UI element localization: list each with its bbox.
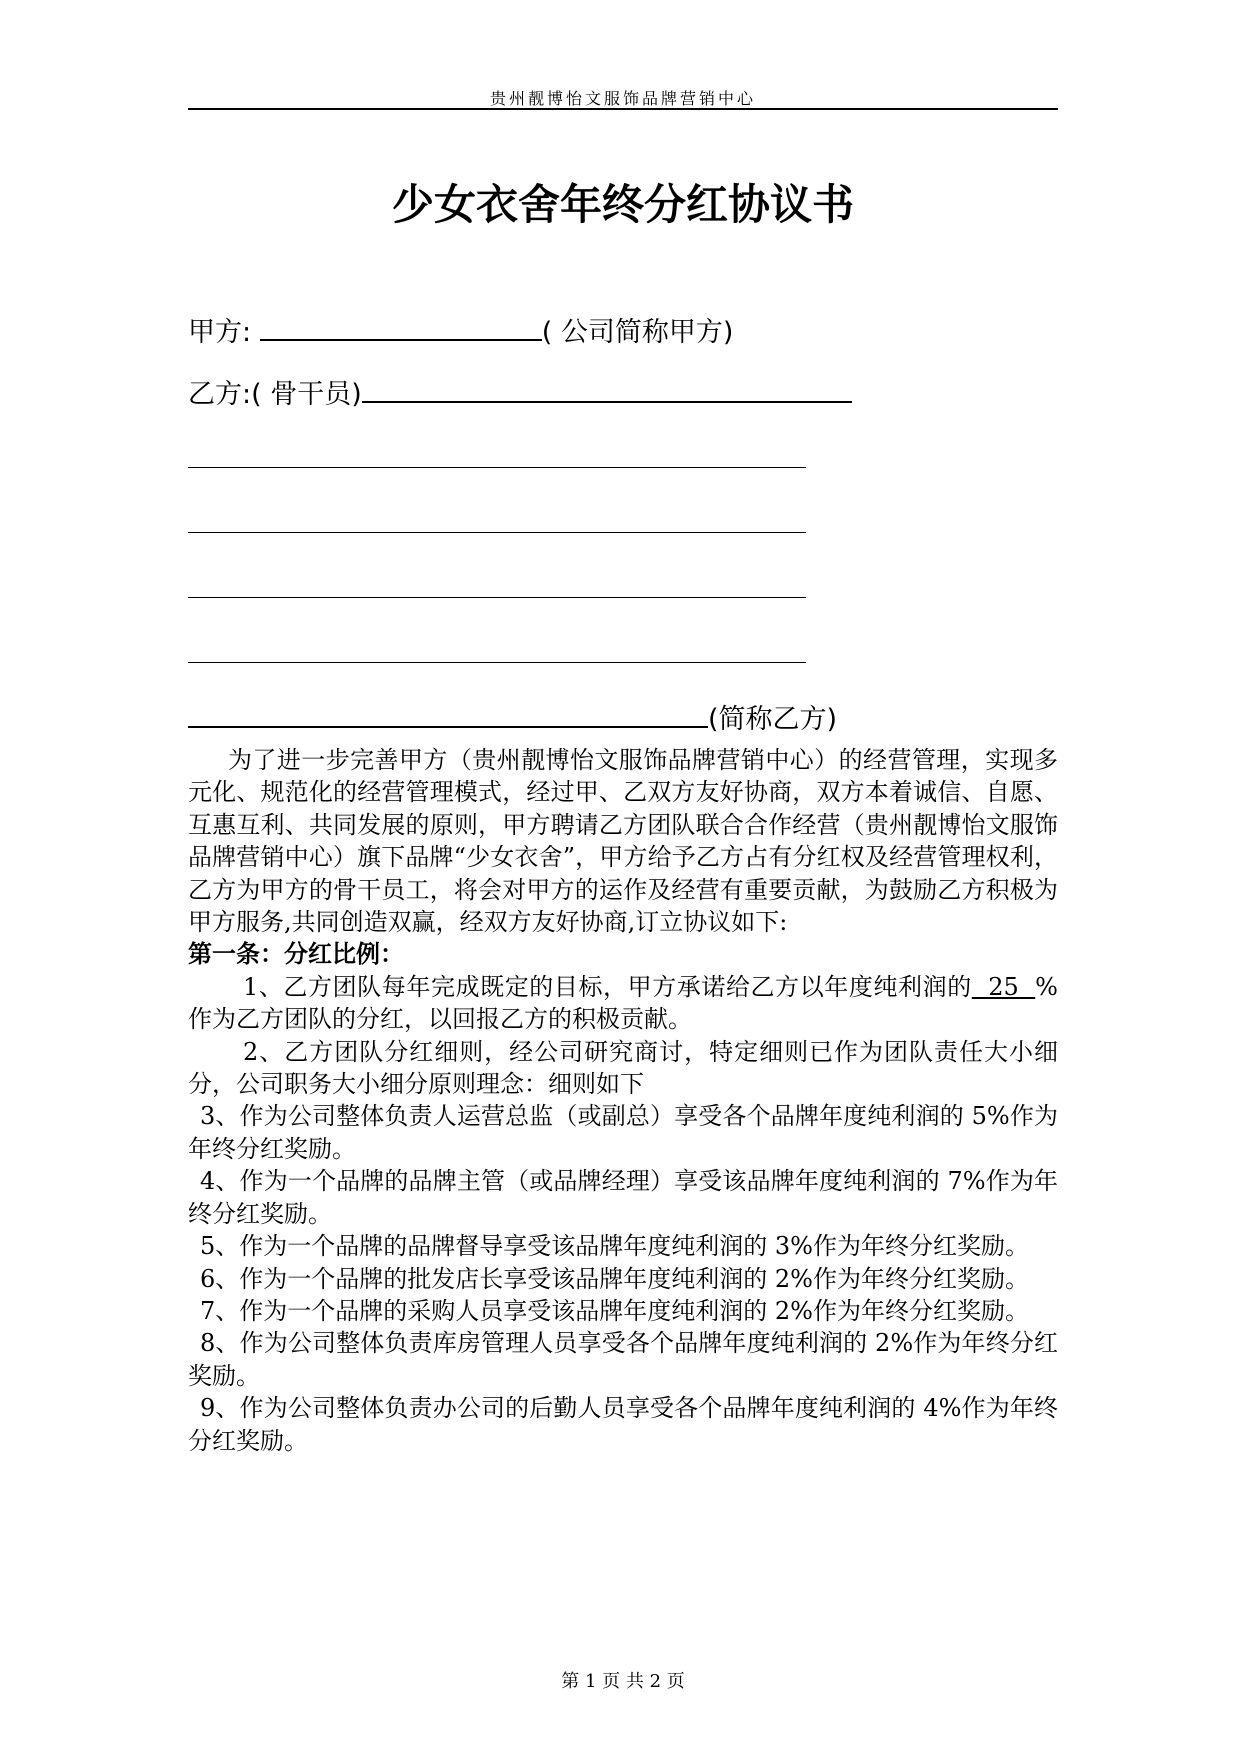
clause-9: 9、作为公司整体负责办公司的后勤人员享受各个品牌年度纯利润的 4%作为年终分红奖励。 (188, 1394, 1058, 1455)
clause-6: 6、作为一个品牌的批发店长享受该品牌年度纯利润的 2%作为年终分红奖励。 (200, 1264, 1029, 1293)
party-a-suffix: ( 公司简称甲方) (541, 317, 734, 348)
party-a-line (188, 310, 733, 349)
intro-paragraph: 为了进一步完善甲方（贵州靓博怡文服饰品牌营销中心）的经营管理，实现多元化、规范化的经营管理模式，经过甲、乙双方友好协商，双方本着诚信、自愿、互惠互利、共同发展的原则，甲方聘请乙方团队联合合作经营（贵州靓博怡文服饰品牌营销中心）旗下品牌“少女衣舍”，甲方给予乙方占有分红权及经营管理权利，乙方为甲方的骨干员工，将会对甲方的运作及经营有重要贡献，为鼓励乙方积极为甲方服务,共同创造双赢，经双方友好协商,订立协议如下: (188, 746, 1058, 937)
clause-2: 2、乙方团队分红细则，经公司研究商讨，特定细则已作为团队责任大小细分，公司职务大小细分原则理念：细则如下 (188, 1037, 1058, 1099)
party-a-blank (260, 313, 542, 341)
article-heading: 第一条：分红比例： (188, 940, 404, 969)
party-b-line (188, 372, 852, 411)
fill-line (188, 597, 806, 598)
clause-1: 1、乙方团队每年完成既定的目标，甲方承诺给乙方以年度纯利润的 25 %作为乙方团队的分红，以回报乙方的积极贡献。 (188, 972, 1058, 1034)
page-footer: 第 1 页 共 2 页 (561, 1671, 685, 1692)
page-header: 贵州靓博怡文服饰品牌营销中心 (489, 89, 756, 108)
party-b-suffix: (简称乙方) (708, 704, 838, 735)
clause-5: 5、作为一个品牌的品牌督导享受该品牌年度纯利润的 3%作为年终分红奖励。 (200, 1232, 1029, 1261)
party-a-label: 甲方: (188, 317, 252, 348)
fill-line (188, 467, 806, 468)
dividend-percent-value: 25 (971, 972, 1036, 1001)
clause-4: 4、作为一个品牌的品牌主管（或品牌经理）享受该品牌年度纯利润的 7%作为年终分红奖励。 (188, 1167, 1058, 1228)
document-body (188, 744, 1058, 1457)
party-b-blank (362, 375, 852, 403)
fill-line (188, 532, 806, 533)
header-divider (188, 108, 1058, 110)
party-b-abbrev-blank (188, 700, 708, 728)
party-b-label: 乙方:( 骨干员) (188, 379, 362, 410)
clause-3: 3、作为公司整体负责人运营总监（或副总）享受各个品牌年度纯利润的 5%作为年终分红奖励。 (188, 1102, 1058, 1163)
clause-7: 7、作为一个品牌的采购人员享受该品牌年度纯利润的 2%作为年终分红奖励。 (200, 1296, 1029, 1325)
fill-line (188, 662, 806, 663)
clause-8: 8、作为公司整体负责库房管理人员享受各个品牌年度纯利润的 2%作为年终分红奖励。 (188, 1329, 1058, 1390)
document-title: 少女衣舍年终分红协议书 (391, 180, 854, 229)
party-b-abbrev-line (188, 697, 837, 736)
